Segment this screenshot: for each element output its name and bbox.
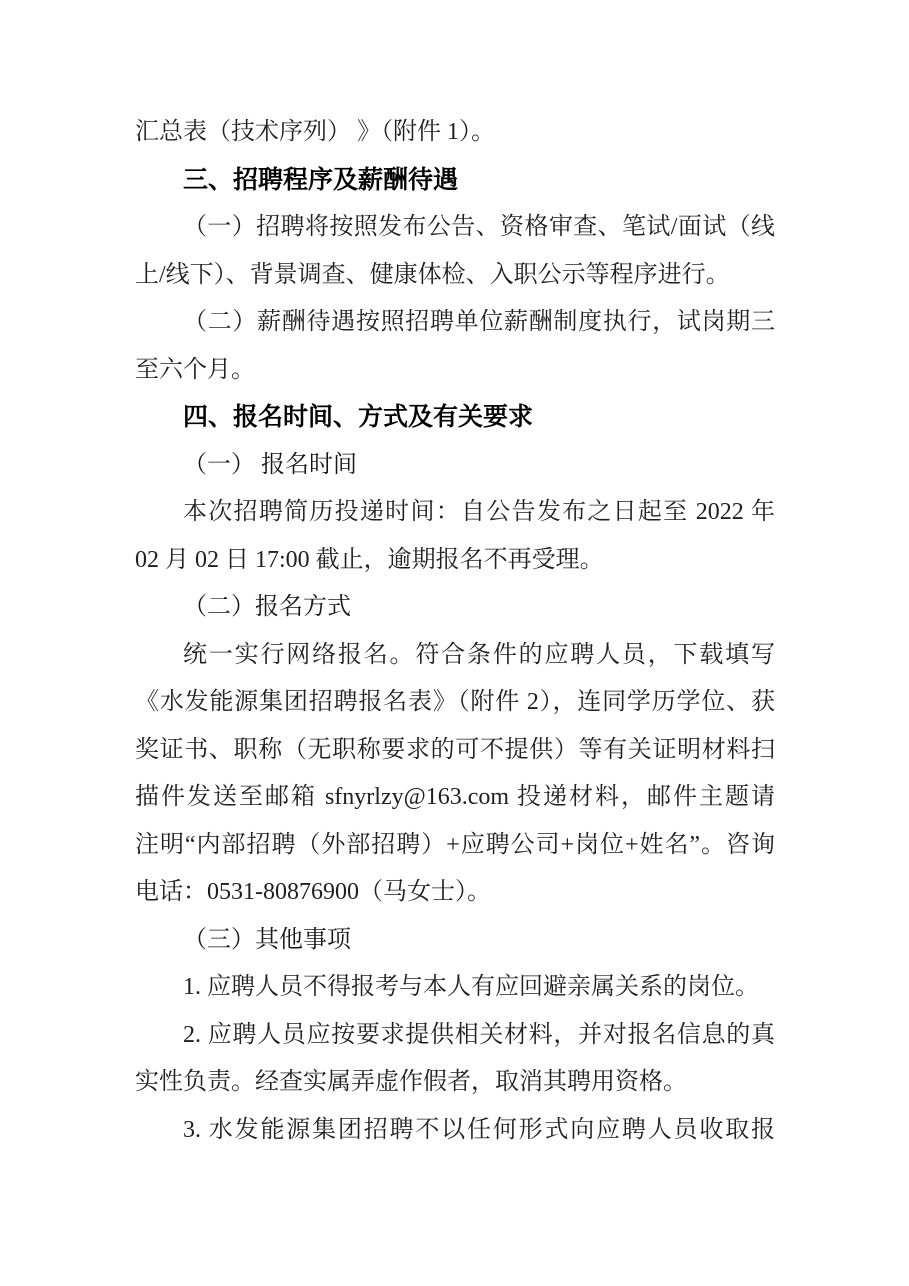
body-text-line: 奖证书、职称（无职称要求的可不提供）等有关证明材料扫 xyxy=(135,736,775,763)
document-text-block xyxy=(135,109,775,1154)
subsection-heading: （三）其他事项 xyxy=(183,926,351,953)
subsection-heading: （二）报名方式 xyxy=(183,594,351,620)
body-text-line: 电话：0531-80876900（马女士）。 xyxy=(135,879,491,905)
body-text-line: 至六个月。 xyxy=(135,356,255,383)
section-heading: 四、报名时间、方式及有关要求 xyxy=(183,403,534,431)
section-heading: 三、招聘程序及薪酬待遇 xyxy=(183,165,459,194)
body-text-line: 统一实行网络报名。符合条件的应聘人员，下载填写 xyxy=(183,641,775,668)
body-text-line: 《水发能源集团招聘报名表》（附件 2），连同学历学位、获 xyxy=(135,689,775,715)
body-text-line: 1. 应聘人员不得报考与本人有应回避亲属关系的岗位。 xyxy=(183,974,759,1000)
body-text-line: 02 月 02 日 17:00 截止，逾期报名不再受理。 xyxy=(135,546,604,573)
subsection-heading: （一） 报名时间 xyxy=(183,451,357,478)
body-text-line: 汇总表（技术序列） 》（附件 1）。 xyxy=(135,119,495,145)
body-text-line: 3. 水发能源集团招聘不以任何形式向应聘人员收取报 xyxy=(183,1116,775,1143)
body-text-line: 注明“内部招聘（外部招聘）+应聘公司+岗位+姓名”。咨询 xyxy=(135,831,775,858)
body-text-line: 描件发送至邮箱 sfnyrlzy@163.com 投递材料，邮件主题请 xyxy=(135,784,775,810)
body-text-line: （一）招聘将按照发布公告、资格审查、笔试/面试（线 xyxy=(183,214,775,240)
body-text-line: 上/线下）、背景调查、健康体检、入职公示等程序进行。 xyxy=(135,261,730,288)
body-text-line: 本次招聘简历投递时间：自公告发布之日起至 2022 年 xyxy=(183,499,775,525)
body-text-line: 2. 应聘人员应按要求提供相关材料，并对报名信息的真 xyxy=(183,1021,775,1048)
body-text-line: 实性负责。经查实属弄虚作假者，取消其聘用资格。 xyxy=(135,1069,687,1095)
body-text-line: （二）薪酬待遇按照招聘单位薪酬制度执行，试岗期三 xyxy=(183,309,775,335)
